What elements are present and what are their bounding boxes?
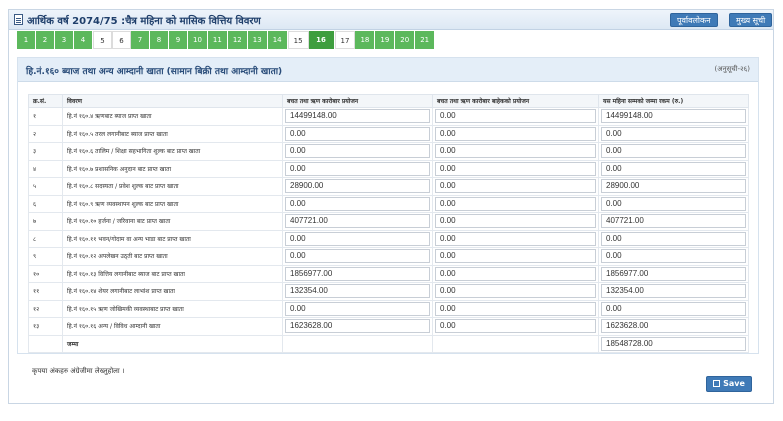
other-amount-input[interactable]: 0.00 (435, 267, 596, 281)
savings-amount-input[interactable]: 0.00 (285, 302, 430, 316)
row-sn: १० (29, 265, 63, 283)
savings-amount-input[interactable]: 0.00 (285, 232, 430, 246)
total-label: जम्मा (63, 335, 283, 353)
table-header-row (29, 95, 749, 108)
row-description: हि.नं १६०.९ ऋण व्यवस्थापन शुल्क बाट प्राप्त खाता (63, 195, 283, 213)
savings-amount-input[interactable]: 132354.00 (285, 284, 430, 298)
page-tab-8[interactable]: 8 (150, 31, 169, 49)
income-table (28, 94, 749, 353)
total-savings-cell (283, 335, 433, 353)
table-row (29, 108, 749, 126)
page-tab-15[interactable]: 15 (288, 31, 309, 49)
other-amount-input[interactable]: 0.00 (435, 179, 596, 193)
row-description: हि.नं १६०.११ भवन/गोदाम वा अन्य भाडा बाट प्राप्त खाता (63, 230, 283, 248)
table-row (29, 178, 749, 196)
page-tab-18[interactable]: 18 (355, 31, 375, 49)
total-amount-input[interactable]: 28900.00 (601, 179, 746, 193)
row-sn: ३ (29, 143, 63, 161)
total-amount-input[interactable]: 407721.00 (601, 214, 746, 228)
document-icon (14, 14, 23, 25)
row-sn: ८ (29, 230, 63, 248)
row-description: हि.नं १६०.८ सदस्यता / प्रवेश शुल्क बाट प्राप्त खाता (63, 178, 283, 196)
table-row (29, 265, 749, 283)
row-sn: ५ (29, 178, 63, 196)
savings-amount-input[interactable]: 407721.00 (285, 214, 430, 228)
page-tab-11[interactable]: 11 (208, 31, 228, 49)
total-amount-input[interactable]: 1856977.00 (601, 267, 746, 281)
row-sn: ९ (29, 248, 63, 266)
other-amount-input[interactable]: 0.00 (435, 232, 596, 246)
total-amount-input[interactable]: 14499148.00 (601, 109, 746, 123)
col-header-savings: बचत तथा ऋण कारोबार प्रयोजन (283, 95, 433, 108)
table-body (29, 108, 749, 353)
schedule-reference: (अनुसूची-२६) (714, 65, 750, 73)
table-row (29, 160, 749, 178)
preview-button[interactable]: पूर्वावलोकन (670, 13, 718, 27)
row-description: हि.नं १६०.७ प्रशासनिक अनुदान बाट प्राप्त खाता (63, 160, 283, 178)
page-tab-3[interactable]: 3 (55, 31, 74, 49)
savings-amount-input[interactable]: 0.00 (285, 197, 430, 211)
row-description: हि.नं १६०.१६ अन्य / विविध आम्दानी खाता (63, 318, 283, 336)
row-sn: ४ (29, 160, 63, 178)
col-header-description: विवरण (63, 95, 283, 108)
other-amount-input[interactable]: 0.00 (435, 109, 596, 123)
savings-amount-input[interactable]: 1623628.00 (285, 319, 430, 333)
page-tab-16[interactable]: 16 (309, 31, 335, 49)
row-sn: १ (29, 108, 63, 126)
table-row (29, 195, 749, 213)
table-row (29, 300, 749, 318)
income-panel (17, 57, 759, 354)
row-description: हि.नं १६०.१० हर्जना / जरिवाना बाट प्राप्त खाता (63, 213, 283, 231)
row-sn: ११ (29, 283, 63, 301)
page-tab-21[interactable]: 21 (415, 31, 435, 49)
panel-header (18, 58, 758, 82)
other-amount-input[interactable]: 0.00 (435, 162, 596, 176)
total-amount-input[interactable]: 0.00 (601, 162, 746, 176)
savings-amount-input[interactable]: 0.00 (285, 249, 430, 263)
page-tab-6[interactable]: 6 (112, 31, 131, 49)
total-amount-input[interactable]: 0.00 (601, 127, 746, 141)
total-sn-cell (29, 335, 63, 353)
col-header-sn: क्र.सं. (29, 95, 63, 108)
page-tab-20[interactable]: 20 (395, 31, 415, 49)
other-amount-input[interactable]: 0.00 (435, 144, 596, 158)
table-row (29, 318, 749, 336)
total-amount-input[interactable]: 0.00 (601, 232, 746, 246)
savings-amount-input[interactable]: 0.00 (285, 127, 430, 141)
total-amount-input[interactable]: 0.00 (601, 144, 746, 158)
page-tab-5[interactable]: 5 (93, 31, 112, 49)
english-digits-note: कृपया अंकहरु अंग्रेजीमा लेख्नुहोला । (32, 367, 125, 375)
row-sn: १२ (29, 300, 63, 318)
table-row (29, 283, 749, 301)
savings-amount-input[interactable]: 14499148.00 (285, 109, 430, 123)
table-row (29, 248, 749, 266)
save-icon (713, 380, 720, 387)
total-amount-input[interactable]: 0.00 (601, 197, 746, 211)
row-description: हि.नं १६०.१५ ऋण जोखिमकी व्यवस्थाबाट प्राप्त खाता (63, 300, 283, 318)
page-tab-12[interactable]: 12 (228, 31, 248, 49)
table-row (29, 213, 749, 231)
table-row (29, 230, 749, 248)
page-tabs (17, 31, 435, 49)
other-amount-input[interactable]: 0.00 (435, 249, 596, 263)
other-amount-input[interactable]: 0.00 (435, 214, 596, 228)
col-header-other: बचत तथा ऋण कारोबार बाहेकको प्रयोजन (433, 95, 599, 108)
save-label: Save (723, 379, 745, 388)
savings-amount-input[interactable]: 1856977.00 (285, 267, 430, 281)
row-sn: ७ (29, 213, 63, 231)
row-description: हि.नं १६०.५ तरल लगानीबाट ब्याज प्राप्त खाता (63, 125, 283, 143)
total-amount-input[interactable]: 0.00 (601, 249, 746, 263)
page-tab-2[interactable]: 2 (36, 31, 55, 49)
row-description: हि.नं १६०.१३ वित्तिय लगानीबाट ब्याज बाट प्राप्त खाता (63, 265, 283, 283)
savings-amount-input[interactable]: 0.00 (285, 144, 430, 158)
page-tab-9[interactable]: 9 (169, 31, 188, 49)
page-tab-13[interactable]: 13 (248, 31, 268, 49)
table-row (29, 143, 749, 161)
row-sn: २ (29, 125, 63, 143)
save-button[interactable] (706, 376, 752, 392)
page-tab-14[interactable]: 14 (268, 31, 288, 49)
page-tab-4[interactable]: 4 (74, 31, 93, 49)
total-amount-input[interactable]: 132354.00 (601, 284, 746, 298)
page-tab-17[interactable]: 17 (335, 31, 356, 49)
row-description: हि.नं १६०.६ तालिम / शिक्षा सहभागिता शुल्क बाट प्राप्त खाता (63, 143, 283, 161)
page-tab-10[interactable]: 10 (188, 31, 208, 49)
title-bar (9, 10, 773, 30)
grand-total-field[interactable]: 18548728.00 (601, 337, 746, 351)
page-tab-1[interactable]: 1 (17, 31, 36, 49)
page-tab-7[interactable]: 7 (131, 31, 150, 49)
table-row (29, 125, 749, 143)
other-amount-input[interactable]: 0.00 (435, 319, 596, 333)
col-header-total: यस महिना सम्मको जम्मा रकम (रु.) (599, 95, 749, 108)
panel-title: हि.नं.१६० ब्याज तथा अन्य आम्दानी खाता (सामान बिक्री तथा आम्दानी खाता) (26, 67, 283, 77)
page-title: आर्थिक वर्ष 2074/75 :चैत्र महिना को मासिक वित्तिय विवरण (27, 16, 261, 27)
row-description: हि.नं १६०.४ ऋणबाट ब्याज प्राप्त खाता (63, 108, 283, 126)
row-description: हि.नं १६०.१४ शेयर लगानीबाट लाभांश प्राप्त खाता (63, 283, 283, 301)
row-sn: ६ (29, 195, 63, 213)
total-amount-input[interactable]: 1623628.00 (601, 319, 746, 333)
savings-amount-input[interactable]: 0.00 (285, 162, 430, 176)
total-other-cell (433, 335, 599, 353)
other-amount-input[interactable]: 0.00 (435, 302, 596, 316)
page-tab-19[interactable]: 19 (375, 31, 395, 49)
main-list-button[interactable]: मुख्य सूची (729, 13, 772, 27)
row-description: हि.नं १६०.१२ अपलेखन उठ्ती बाट प्राप्त खाता (63, 248, 283, 266)
savings-amount-input[interactable]: 28900.00 (285, 179, 430, 193)
total-amount-input[interactable]: 0.00 (601, 302, 746, 316)
total-row (29, 335, 749, 353)
other-amount-input[interactable]: 0.00 (435, 197, 596, 211)
other-amount-input[interactable]: 0.00 (435, 127, 596, 141)
row-sn: १३ (29, 318, 63, 336)
other-amount-input[interactable]: 0.00 (435, 284, 596, 298)
